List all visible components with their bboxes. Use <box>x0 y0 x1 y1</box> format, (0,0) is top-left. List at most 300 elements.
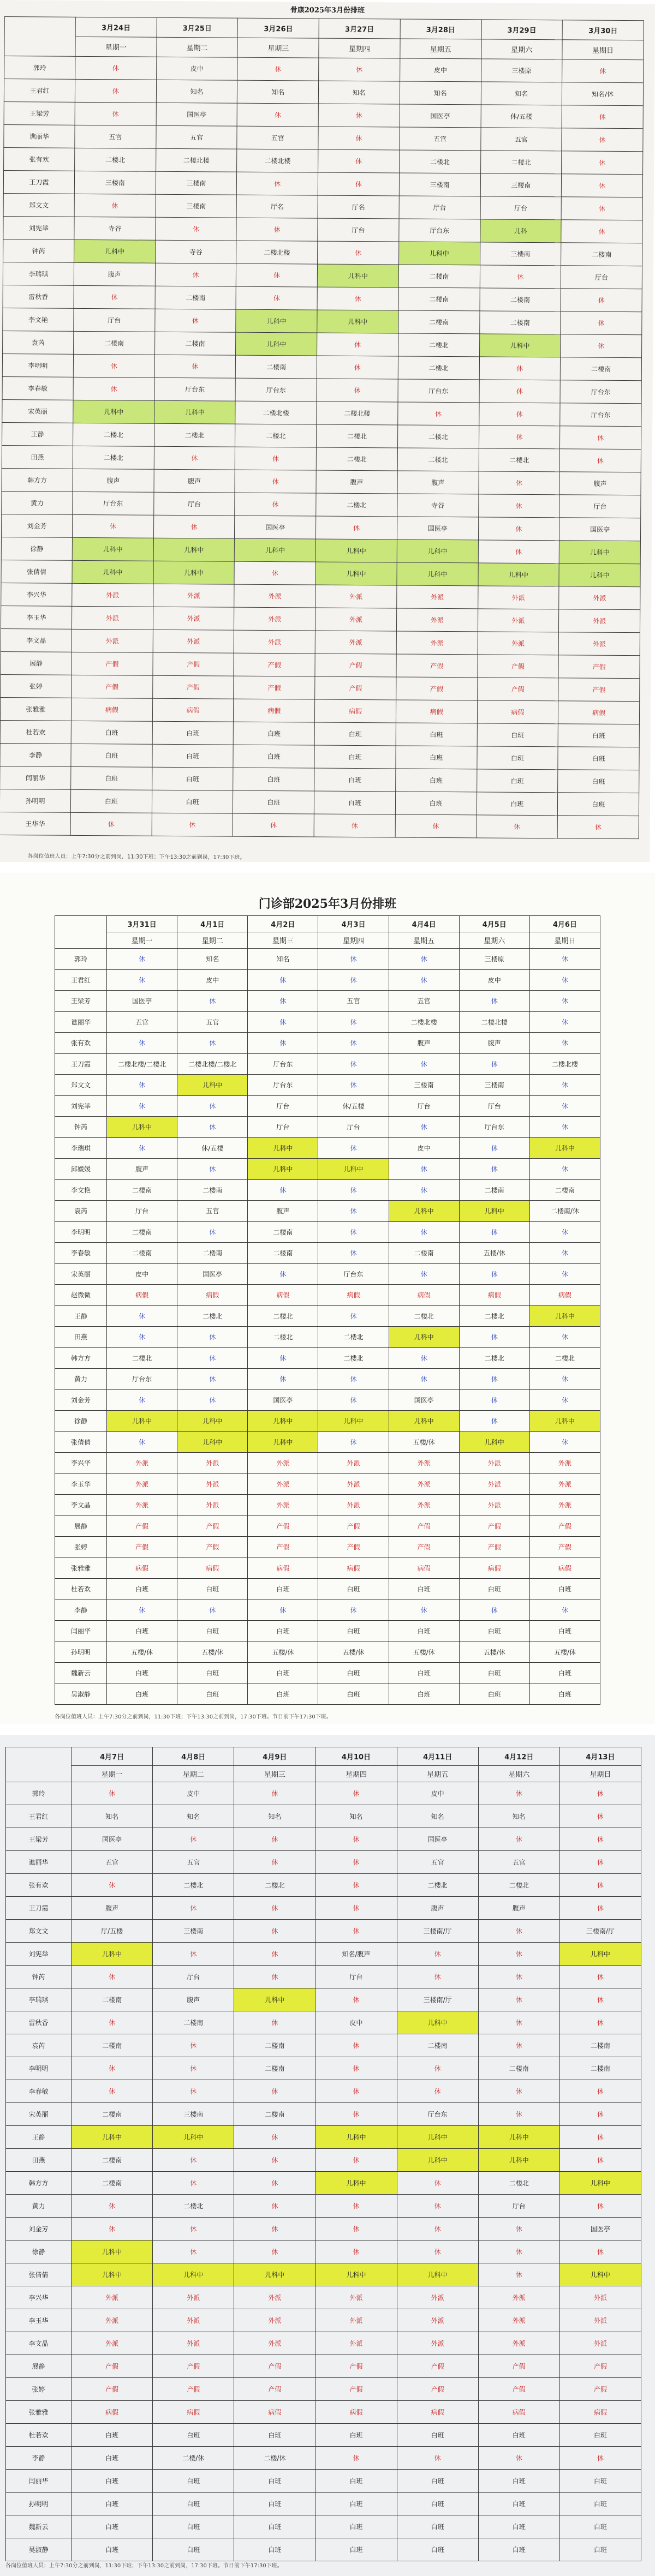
shift-cell: 休 <box>72 2080 153 2103</box>
staff-name: 李玉华 <box>6 2309 72 2332</box>
shift-cell: 休 <box>389 1263 459 1285</box>
shift-cell: 休 <box>559 1805 641 1828</box>
staff-name: 赵微微 <box>55 1285 107 1306</box>
shift-cell: 知名 <box>237 80 319 104</box>
shift-cell: 休 <box>559 2126 641 2149</box>
shift-cell: 休 <box>155 263 236 286</box>
shift-cell: 休 <box>559 2103 641 2126</box>
shift-cell: 休 <box>107 1075 177 1096</box>
shift-cell: 休 <box>315 2080 397 2103</box>
shift-cell: 休 <box>153 1828 234 1851</box>
shift-cell: 白班 <box>234 2470 315 2493</box>
shift-cell: 休 <box>398 402 479 426</box>
shift-cell: 休 <box>153 2218 234 2240</box>
shift-cell: 休 <box>177 1389 248 1411</box>
shift-cell: 二楼南 <box>559 2034 641 2057</box>
shift-cell: 知名 <box>478 1805 559 1828</box>
shift-cell: 病假 <box>234 2401 315 2424</box>
shift-cell: 腹声 <box>72 1897 153 1920</box>
shift-cell: 休 <box>72 2218 153 2240</box>
shift-cell: 休 <box>234 1782 315 1805</box>
shift-cell: 休 <box>318 172 399 196</box>
shift-cell: 二楼南 <box>154 332 236 355</box>
shift-cell: 休 <box>397 2195 478 2218</box>
shift-cell: 休 <box>478 2218 559 2240</box>
staff-name: 宋英丽 <box>55 1263 107 1285</box>
shift-cell: 休 <box>235 470 316 493</box>
shift-cell: 白班 <box>396 746 477 769</box>
staff-row <box>3 194 642 220</box>
shift-cell: 白班 <box>389 1579 459 1600</box>
shift-cell: 休 <box>317 379 398 402</box>
shift-cell: 二楼北 <box>397 425 479 448</box>
shift-cell: 产假 <box>478 2355 559 2378</box>
shift-cell: 儿科中 <box>236 332 317 356</box>
shift-cell: 国医亭 <box>235 516 316 539</box>
staff-name: 张有欢 <box>55 1033 107 1054</box>
weekday-header: 星期六 <box>459 932 529 949</box>
shift-cell: 休 <box>153 1943 234 1966</box>
shift-cell: 白班 <box>318 1663 389 1684</box>
shift-cell: 休 <box>234 2195 315 2218</box>
shift-cell: 休 <box>478 1966 559 1988</box>
shift-cell: 二楼北 <box>234 1874 315 1897</box>
date-header: 3月30日 <box>562 20 644 40</box>
shift-cell: 白班 <box>397 2515 478 2538</box>
shift-cell: 休 <box>314 814 395 837</box>
shift-cell: 白班 <box>478 2515 559 2538</box>
shift-cell: 病假 <box>72 2401 153 2424</box>
staff-name: 黄力 <box>6 2195 72 2218</box>
date-row <box>55 916 600 932</box>
date-header: 3月31日 <box>107 916 177 932</box>
shift-cell: 休 <box>459 1327 529 1348</box>
shift-cell: 休 <box>529 949 600 970</box>
shift-cell: 五楼/休 <box>177 1642 248 1663</box>
shift-cell: 白班 <box>107 1621 177 1642</box>
shift-cell: 白班 <box>558 724 639 747</box>
shift-cell: 产假 <box>318 1537 389 1558</box>
shift-cell: 休 <box>152 813 233 836</box>
shift-cell: 产假 <box>248 1515 318 1537</box>
shift-cell: 外派 <box>107 1473 177 1495</box>
shift-cell: 儿科中 <box>153 2126 234 2149</box>
shift-cell: 厅台 <box>478 2195 559 2218</box>
shift-cell: 休 <box>237 103 319 127</box>
shift-cell: 休 <box>107 1431 177 1453</box>
staff-row <box>55 1621 600 1642</box>
shift-cell: 病假 <box>315 699 396 723</box>
weekday-header: 星期五 <box>389 932 459 949</box>
shift-cell: 休/五楼 <box>318 1095 389 1117</box>
shift-cell: 休 <box>529 1369 600 1390</box>
shift-cell: 国医亭 <box>559 2218 641 2240</box>
staff-row <box>4 102 643 129</box>
shift-cell: 二楼南 <box>398 287 480 311</box>
staff-row <box>55 991 600 1012</box>
shift-cell: 外派 <box>478 2309 559 2332</box>
corner-cell <box>55 916 107 949</box>
shift-cell: 休 <box>389 1599 459 1621</box>
shift-cell: 厅台东 <box>560 403 641 427</box>
staff-row <box>6 2057 641 2080</box>
staff-row <box>6 1920 641 1943</box>
staff-row <box>4 79 643 106</box>
shift-cell: 三楼南 <box>399 173 480 196</box>
shift-cell: 二楼北 <box>153 1874 234 1897</box>
staff-row <box>55 1515 600 1537</box>
shift-cell: 儿科中 <box>478 2149 559 2172</box>
shift-cell: 白班 <box>477 746 558 770</box>
shift-cell: 腹声 <box>74 262 155 286</box>
shift-cell: 休 <box>459 1389 529 1411</box>
shift-cell: 白班 <box>315 2515 397 2538</box>
shift-cell: 厅台东 <box>397 2103 478 2126</box>
date-header: 4月2日 <box>248 916 318 932</box>
shift-cell: 知名/休 <box>562 82 644 106</box>
shift-cell: 休 <box>389 969 459 991</box>
shift-cell: 腹声 <box>153 1988 234 2011</box>
staff-name: 王华华 <box>0 812 70 836</box>
shift-cell: 休 <box>153 515 235 538</box>
date-header: 4月9日 <box>234 1747 315 1766</box>
shift-cell: 外派 <box>478 586 559 609</box>
staff-name: 田燕 <box>2 446 73 469</box>
shift-cell: 休 <box>479 357 561 380</box>
shift-cell: 白班 <box>396 723 477 746</box>
shift-cell: 休 <box>478 2080 559 2103</box>
staff-row <box>6 1828 641 1851</box>
staff-row <box>55 1495 600 1516</box>
date-header: 4月11日 <box>397 1747 478 1766</box>
shift-cell: 白班 <box>153 2493 234 2515</box>
shift-cell: 国医亭 <box>107 991 177 1012</box>
shift-cell: 休 <box>459 1221 529 1243</box>
shift-cell: 二楼北楼 <box>317 402 398 425</box>
shift-cell: 二楼北 <box>153 2195 234 2218</box>
shift-cell: 休 <box>459 1263 529 1285</box>
shift-cell: 二楼南 <box>248 1221 318 1243</box>
staff-name: 李静 <box>0 744 71 767</box>
shift-cell: 休 <box>318 1011 389 1033</box>
shift-cell: 儿科中 <box>559 2172 641 2195</box>
shift-cell: 休 <box>235 493 316 516</box>
shift-cell: 休 <box>315 2195 397 2218</box>
shift-cell: 外派 <box>248 1495 318 1516</box>
shift-cell: 五官 <box>237 126 318 149</box>
weekday-header: 星期一 <box>75 37 157 57</box>
shift-cell: 五官 <box>75 125 156 148</box>
staff-name: 李文晶 <box>55 1495 107 1516</box>
shift-cell: 产假 <box>153 2378 234 2401</box>
shift-cell: 休 <box>315 2447 397 2470</box>
staff-name: 郑文文 <box>3 194 74 217</box>
shift-cell: 二楼北 <box>235 424 317 447</box>
shift-cell: 休 <box>529 1243 600 1264</box>
date-header: 3月25日 <box>157 17 238 38</box>
staff-name: 郭玲 <box>4 56 75 80</box>
staff-row <box>3 262 642 289</box>
shift-cell: 腹声 <box>73 469 154 492</box>
staff-name: 李静 <box>55 1599 107 1621</box>
shift-cell: 休 <box>459 1159 529 1180</box>
staff-name: 韩方方 <box>6 2172 72 2195</box>
shift-cell: 外派 <box>315 608 397 631</box>
date-header: 4月4日 <box>389 916 459 932</box>
shift-cell: 儿科中 <box>529 1305 600 1327</box>
shift-cell: 产假 <box>559 2378 641 2401</box>
staff-name: 袁芮 <box>55 1201 107 1222</box>
shift-cell: 三楼南 <box>153 2103 234 2126</box>
staff-name: 展静 <box>1 652 72 675</box>
shift-cell: 厅台东 <box>459 1117 529 1138</box>
shift-cell: 三楼南 <box>156 171 237 195</box>
staff-name: 张有欢 <box>4 148 75 171</box>
shift-cell: 外派 <box>559 609 640 633</box>
schedule-table <box>0 16 644 839</box>
staff-name: 徐静 <box>1 537 72 561</box>
shift-cell: 厅台东 <box>560 380 641 404</box>
date-row <box>6 1747 641 1766</box>
shift-cell: 外派 <box>72 2309 153 2332</box>
weekday-header: 星期日 <box>559 1766 641 1782</box>
weekday-header: 星期二 <box>177 932 248 949</box>
shift-cell: 休 <box>561 197 642 220</box>
shift-cell: 二楼南 <box>480 288 561 311</box>
shift-cell: 儿科中 <box>397 2263 478 2286</box>
shift-cell: 白班 <box>478 2470 559 2493</box>
shift-cell: 白班 <box>71 744 152 767</box>
shift-cell: 二楼北 <box>318 1327 389 1348</box>
shift-cell: 厅台 <box>318 1117 389 1138</box>
shift-cell: 外派 <box>107 1495 177 1516</box>
shift-cell: 休 <box>559 1782 641 1805</box>
shift-cell: 厅名 <box>236 195 318 218</box>
shift-cell: 休 <box>478 471 559 495</box>
shift-cell: 儿科中 <box>478 563 559 586</box>
shift-cell: 休 <box>72 1874 153 1897</box>
staff-row <box>0 698 639 724</box>
shift-cell: 白班 <box>72 2447 153 2470</box>
shift-cell: 病假 <box>177 1285 248 1306</box>
shift-cell: 外派 <box>177 1473 248 1495</box>
shift-cell: 休 <box>478 2103 559 2126</box>
shift-cell: 外派 <box>153 2332 234 2355</box>
shift-cell: 外派 <box>459 1495 529 1516</box>
shift-cell: 休 <box>478 540 559 564</box>
weekday-header: 星期四 <box>315 1766 397 1782</box>
shift-cell: 休 <box>389 1179 459 1201</box>
shift-cell: 五官 <box>107 1011 177 1033</box>
shift-cell: 二楼北 <box>478 2172 559 2195</box>
shift-cell: 产假 <box>177 1537 248 1558</box>
shift-cell: 休 <box>561 289 642 312</box>
shift-cell: 三楼南 <box>389 1075 459 1096</box>
staff-name: 袁芮 <box>3 331 74 355</box>
staff-name: 郭玲 <box>6 1782 72 1805</box>
shift-cell: 五官 <box>177 1011 248 1033</box>
shift-cell: 白班 <box>478 2424 559 2447</box>
shift-cell: 五楼/休 <box>248 1642 318 1663</box>
shift-cell: 白班 <box>559 2470 641 2493</box>
shift-cell: 休 <box>74 285 155 309</box>
shift-cell: 病假 <box>152 698 234 722</box>
shift-cell: 儿科 <box>480 219 561 243</box>
shift-cell: 二楼北 <box>318 1347 389 1369</box>
shift-cell: 休 <box>559 2447 641 2470</box>
shift-cell: 休 <box>529 1327 600 1348</box>
shift-cell: 外派 <box>72 2332 153 2355</box>
shift-cell: 白班 <box>559 2424 641 2447</box>
shift-cell: 休 <box>559 1828 641 1851</box>
shift-cell: 儿科中 <box>397 2126 478 2149</box>
shift-cell: 休 <box>107 1389 177 1411</box>
shift-cell: 二楼北楼 <box>389 1011 459 1033</box>
shift-cell: 休 <box>318 1075 389 1096</box>
shift-cell: 产假 <box>153 652 234 676</box>
date-header: 4月12日 <box>478 1747 559 1766</box>
staff-row <box>6 2240 641 2263</box>
shift-cell: 腹声 <box>478 1897 559 1920</box>
shift-cell: 儿科中 <box>479 334 561 357</box>
weekday-header: 星期四 <box>319 38 400 58</box>
shift-cell: 休 <box>248 1369 318 1390</box>
shift-cell: 休 <box>234 1851 315 1874</box>
weekday-header: 星期三 <box>237 38 319 58</box>
shift-cell: 产假 <box>177 1515 248 1537</box>
shift-cell: 外派 <box>315 631 396 654</box>
staff-name: 刘宪举 <box>3 217 74 240</box>
shift-cell: 休 <box>315 2034 397 2057</box>
shift-cell: 休 <box>75 56 157 80</box>
shift-cell: 休 <box>315 1874 397 1897</box>
shift-cell: 白班 <box>558 770 639 793</box>
staff-name: 李春敏 <box>55 1243 107 1264</box>
staff-row <box>55 1431 600 1453</box>
shift-cell: 知名 <box>156 80 237 103</box>
staff-name: 邱媛媛 <box>55 1159 107 1180</box>
shift-cell: 二楼北楼 <box>156 148 237 172</box>
shift-cell: 腹声 <box>389 1033 459 1054</box>
staff-name: 闫丽华 <box>55 1621 107 1642</box>
shift-cell: 二楼南 <box>248 1243 318 1264</box>
shift-cell: 休 <box>559 2240 641 2263</box>
shift-cell: 白班 <box>153 2470 234 2493</box>
staff-name: 李玉华 <box>55 1473 107 1495</box>
shift-cell: 二楼南 <box>72 2149 153 2172</box>
staff-row <box>6 2424 641 2447</box>
shift-cell: 休 <box>237 57 319 81</box>
shift-cell: 休 <box>480 265 561 289</box>
shift-cell: 儿科中 <box>478 2126 559 2149</box>
shift-cell: 二楼南 <box>559 2057 641 2080</box>
weekday-header: 星期三 <box>248 932 318 949</box>
shift-cell: 二楼北楼/二楼北 <box>177 1053 248 1075</box>
shift-cell: 白班 <box>248 1579 318 1600</box>
staff-row <box>6 1897 641 1920</box>
shift-cell: 休 <box>562 105 643 129</box>
shift-cell: 五官 <box>480 128 562 151</box>
shift-cell: 皮中 <box>153 1782 234 1805</box>
shift-cell: 外派 <box>529 1473 600 1495</box>
shift-cell: 白班 <box>72 2424 153 2447</box>
shift-cell: 白班 <box>318 1579 389 1600</box>
shift-cell: 休 <box>559 1874 641 1897</box>
shift-cell: 休 <box>234 1966 315 1988</box>
shift-cell: 儿科中 <box>559 564 640 587</box>
shift-cell: 休 <box>560 426 641 450</box>
shift-cell: 休 <box>153 2172 234 2195</box>
shift-cell: 儿科中 <box>248 1159 318 1180</box>
shift-cell: 寺谷 <box>155 240 236 263</box>
weekday-header: 星期六 <box>481 39 562 59</box>
shift-cell: 二楼北 <box>248 1327 318 1348</box>
shift-cell: 腹声 <box>559 472 641 495</box>
staff-row <box>6 1874 641 1897</box>
shift-cell: 白班 <box>558 747 639 770</box>
shift-cell: 儿科中 <box>389 1411 459 1432</box>
shift-cell: 休 <box>389 1159 459 1180</box>
shift-cell: 白班 <box>233 768 314 791</box>
shift-cell: 儿科中 <box>153 2263 234 2286</box>
staff-name: 刘宪举 <box>55 1095 107 1117</box>
staff-row <box>55 1347 600 1369</box>
staff-name: 王静 <box>2 423 73 446</box>
shift-cell: 二楼北 <box>75 148 156 171</box>
shift-cell: 白班 <box>234 2493 315 2515</box>
shift-cell: 白班 <box>397 2424 478 2447</box>
shift-cell: 五楼/休 <box>389 1642 459 1663</box>
date-header: 4月7日 <box>72 1747 153 1766</box>
staff-name: 王梁芳 <box>55 991 107 1012</box>
shift-cell: 休 <box>478 2263 559 2286</box>
shift-cell: 白班 <box>559 2515 641 2538</box>
shift-cell: 厅台东 <box>248 1075 318 1096</box>
shift-cell: 休 <box>562 59 644 83</box>
shift-cell: 外派 <box>107 1453 177 1474</box>
shift-cell: 儿科中 <box>153 538 235 561</box>
shift-cell: 二楼北楼 <box>237 149 318 172</box>
shift-cell: 儿科中 <box>153 561 235 584</box>
shift-cell: 儿科中 <box>177 1411 248 1432</box>
shift-cell: 二楼北 <box>399 150 480 173</box>
shift-cell: 产假 <box>315 676 396 700</box>
shift-cell: 休 <box>235 447 317 470</box>
date-header: 3月29日 <box>481 20 563 40</box>
shift-cell: 休 <box>397 1943 478 1966</box>
shift-cell: 休 <box>70 812 152 836</box>
shift-cell: 儿科中 <box>459 1201 529 1222</box>
shift-cell: 白班 <box>107 1663 177 1684</box>
shift-cell: 儿科中 <box>72 1943 153 1966</box>
shift-cell: 白班 <box>315 2470 397 2493</box>
shift-cell: 休 <box>153 1897 234 1920</box>
shift-cell: 白班 <box>153 2424 234 2447</box>
shift-cell: 二楼北 <box>154 423 235 447</box>
shift-cell: 休 <box>234 2080 315 2103</box>
staff-row <box>55 1179 600 1201</box>
shift-cell: 白班 <box>177 1684 248 1705</box>
shift-cell: 休 <box>154 309 236 332</box>
shift-cell: 外派 <box>559 2286 641 2309</box>
shift-cell: 白班 <box>558 793 639 816</box>
staff-row <box>1 560 640 587</box>
shift-cell: 休 <box>559 2195 641 2218</box>
staff-name: 孙明明 <box>6 2493 72 2515</box>
shift-cell: 厅台 <box>107 1201 177 1222</box>
shift-cell: 二楼北 <box>177 1305 248 1327</box>
staff-name: 刘宪举 <box>6 1943 72 1966</box>
